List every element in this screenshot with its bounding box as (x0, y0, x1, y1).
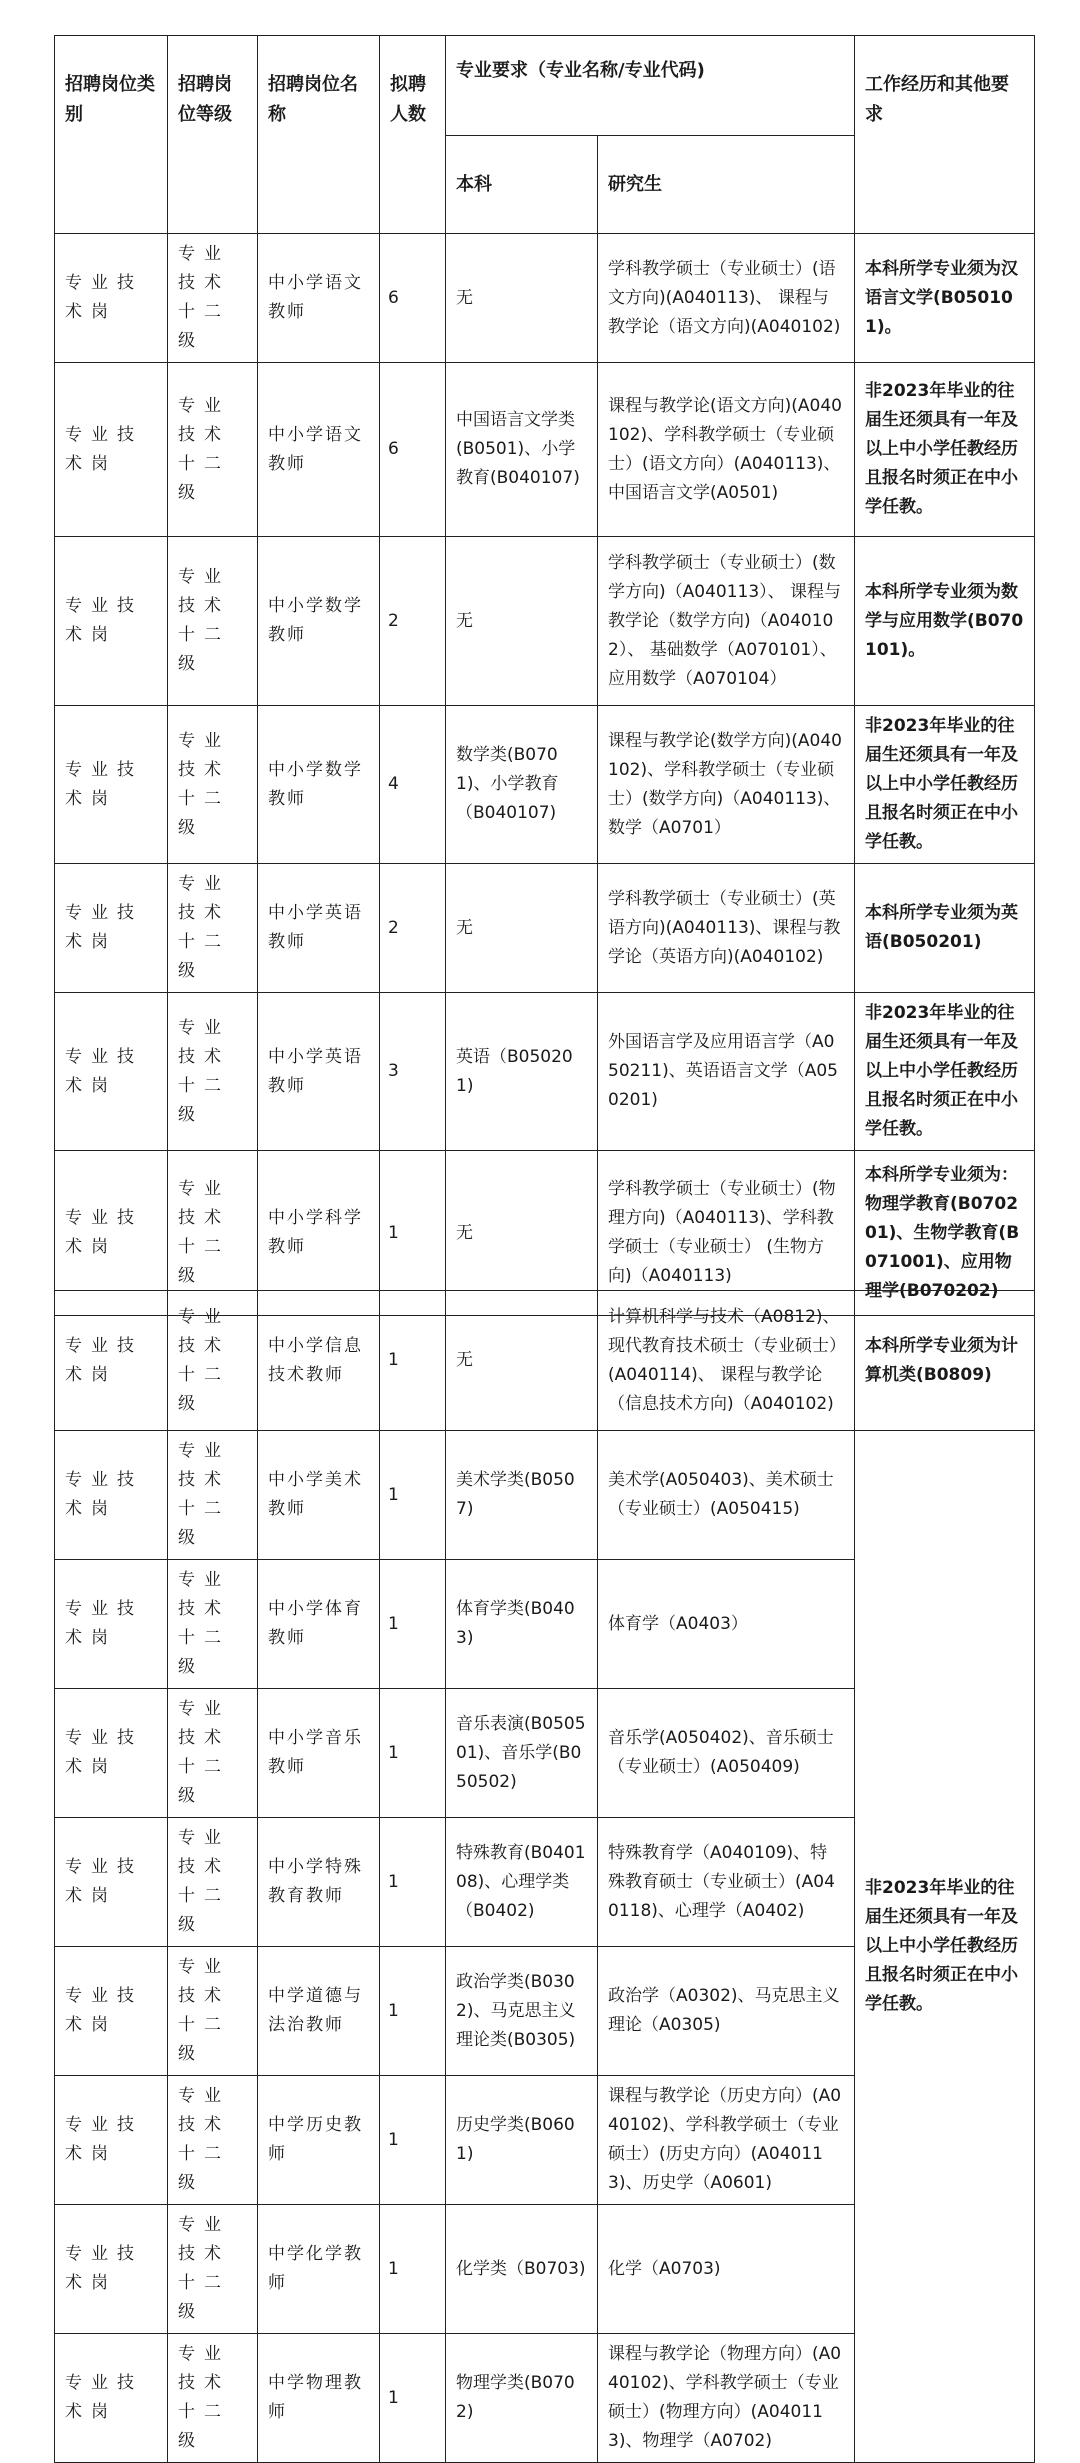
cell-undergrad: 体育学类(B0403) (446, 1560, 598, 1689)
cell-category: 专业技术岗 (55, 1291, 168, 1431)
cell-level: 专业技术十二级 (168, 234, 258, 363)
cell-category: 专业技术岗 (55, 363, 168, 537)
cell-count: 1 (380, 1151, 446, 1316)
table-row (55, 864, 1035, 993)
cell-level: 专业技术十二级 (168, 1818, 258, 1947)
cell-name: 中小学信息技术教师 (258, 1291, 380, 1431)
cell-count: 1 (380, 1560, 446, 1689)
header-name: 招聘岗位名称 (258, 36, 380, 234)
cell-undergrad: 英语（B050201) (446, 993, 598, 1151)
cell-graduate: 学科教学硕士（专业硕士）(数学方向)（A040113）、 课程与教学论（数学方向)（A040102）、 基础数学（A070101）、 应用数学（A070104） (598, 537, 855, 706)
cell-category: 专业技术岗 (55, 1689, 168, 1818)
cell-level: 专业技术十二级 (168, 1947, 258, 2076)
cell-other: 非2023年毕业的往届生还须具有一年及以上中小学任教经历且报名时须正在中小学任教。 (855, 363, 1035, 537)
cell-count: 1 (380, 2334, 446, 2463)
cell-undergrad: 无 (446, 1151, 598, 1316)
table-row (55, 1431, 1035, 1560)
table-row (55, 234, 1035, 363)
cell-undergrad: 无 (446, 1291, 598, 1431)
cell-name: 中学历史教师 (258, 2076, 380, 2205)
cell-graduate: 课程与教学论(数学方向)(A040102)、学科教学硕士（专业硕士）(数学方向)（A040113)、数学（A0701） (598, 706, 855, 864)
cell-level: 专业技术十二级 (168, 363, 258, 537)
cell-level: 专业技术十二级 (168, 2205, 258, 2334)
cell-name: 中小学英语教师 (258, 993, 380, 1151)
cell-undergrad: 政治学类(B0302)、马克思主义理论类(B0305) (446, 1947, 598, 2076)
header-major-requirements: 专业要求（专业名称/专业代码) (446, 36, 855, 136)
header-category: 招聘岗位类别 (55, 36, 168, 234)
cell-graduate: 美术学(A050403)、美术硕士（专业硕士）(A050415) (598, 1431, 855, 1560)
cell-level: 专业技术十二级 (168, 537, 258, 706)
cell-graduate: 音乐学(A050402)、音乐硕士（专业硕士）(A050409) (598, 1689, 855, 1818)
table-row (55, 537, 1035, 706)
cell-category: 专业技术岗 (55, 234, 168, 363)
cell-name: 中小学特殊教育教师 (258, 1818, 380, 1947)
cell-graduate: 学科教学硕士（专业硕士）(物理方向)（A040113)、学科教学硕士（专业硕士） (生物方向)（A040113) (598, 1151, 855, 1316)
cell-undergrad: 美术学类(B0507) (446, 1431, 598, 1560)
cell-count: 1 (380, 1431, 446, 1560)
cell-graduate: 课程与教学论（物理方向）(A040102)、学科教学硕士（专业硕士）(物理方向）(A040113)、物理学（A0702) (598, 2334, 855, 2463)
cell-category: 专业技术岗 (55, 2205, 168, 2334)
cell-category: 专业技术岗 (55, 1151, 168, 1316)
cell-undergrad: 物理学类(B0702) (446, 2334, 598, 2463)
cell-level: 专业技术十二级 (168, 2334, 258, 2463)
cell-undergrad: 无 (446, 234, 598, 363)
cell-level: 专业技术十二级 (168, 993, 258, 1151)
cell-other: 本科所学专业须为汉语言文学(B050101)。 (855, 234, 1035, 363)
cell-graduate: 课程与教学论(语文方向)(A040102)、学科教学硕士（专业硕士）(语文方向）(A040113)、中国语言文学(A0501) (598, 363, 855, 537)
cell-graduate: 学科教学硕士（专业硕士）(语文方向)(A040113)、 课程与教学论（语文方向)(A040102) (598, 234, 855, 363)
cell-name: 中小学数学教师 (258, 706, 380, 864)
header-other-requirements: 工作经历和其他要求 (855, 36, 1035, 234)
cell-other: 非2023年毕业的往届生还须具有一年及以上中小学任教经历且报名时须正在中小学任教。 (855, 993, 1035, 1151)
table-row (55, 993, 1035, 1151)
cell-category: 专业技术岗 (55, 537, 168, 706)
cell-graduate: 政治学（A0302)、马克思主义理论（A0305) (598, 1947, 855, 2076)
cell-name: 中小学美术教师 (258, 1431, 380, 1560)
cell-count: 6 (380, 234, 446, 363)
table-row (55, 363, 1035, 537)
recruitment-table-part-1 (54, 35, 1035, 1316)
cell-count: 1 (380, 1689, 446, 1818)
cell-graduate: 学科教学硕士（专业硕士）(英语方向)(A040113)、课程与教学论（英语方向)(A040102) (598, 864, 855, 993)
cell-name: 中小学英语教师 (258, 864, 380, 993)
cell-count: 1 (380, 1818, 446, 1947)
cell-graduate: 特殊教育学（A040109)、特殊教育硕士（专业硕士）(A040118)、心理学（A0402) (598, 1818, 855, 1947)
header-graduate: 研究生 (598, 136, 855, 234)
cell-name: 中小学数学教师 (258, 537, 380, 706)
cell-name: 中学化学教师 (258, 2205, 380, 2334)
cell-count: 1 (380, 2076, 446, 2205)
cell-count: 1 (380, 1947, 446, 2076)
recruitment-table-part-2 (54, 1290, 1035, 2463)
header-count: 拟聘人数 (380, 36, 446, 234)
cell-category: 专业技术岗 (55, 2076, 168, 2205)
cell-undergrad: 无 (446, 537, 598, 706)
cell-graduate: 体育学（A0403） (598, 1560, 855, 1689)
cell-graduate: 计算机科学与技术（A0812)、现代教育技术硕士（专业硕士）(A040114)、 课程与教学论（信息技术方向)（A040102) (598, 1291, 855, 1431)
header-level: 招聘岗位等级 (168, 36, 258, 234)
cell-level: 专业技术十二级 (168, 1151, 258, 1316)
cell-graduate: 课程与教学论（历史方向）(A040102)、学科教学硕士（专业硕士）(历史方向）(A040113)、历史学（A0601) (598, 2076, 855, 2205)
cell-level: 专业技术十二级 (168, 1560, 258, 1689)
cell-level: 专业技术十二级 (168, 864, 258, 993)
table-row (55, 706, 1035, 864)
cell-count: 2 (380, 864, 446, 993)
cell-name: 中小学科学教师 (258, 1151, 380, 1316)
cell-count: 2 (380, 537, 446, 706)
cell-name: 中小学音乐教师 (258, 1689, 380, 1818)
cell-undergrad: 特殊教育(B040108)、心理学类（B0402) (446, 1818, 598, 1947)
cell-level: 专业技术十二级 (168, 1689, 258, 1818)
cell-category: 专业技术岗 (55, 706, 168, 864)
cell-undergrad: 数学类(B0701)、小学教育（B040107) (446, 706, 598, 864)
cell-category: 专业技术岗 (55, 864, 168, 993)
cell-category: 专业技术岗 (55, 2334, 168, 2463)
cell-category: 专业技术岗 (55, 993, 168, 1151)
cell-graduate: 外国语言学及应用语言学（A050211)、英语语言文学（A050201) (598, 993, 855, 1151)
cell-category: 专业技术岗 (55, 1818, 168, 1947)
cell-category: 专业技术岗 (55, 1560, 168, 1689)
cell-graduate: 化学（A0703) (598, 2205, 855, 2334)
cell-other: 本科所学专业须为数学与应用数学(B070101)。 (855, 537, 1035, 706)
cell-name: 中小学语文教师 (258, 234, 380, 363)
cell-undergrad: 无 (446, 864, 598, 993)
cell-count: 3 (380, 993, 446, 1151)
cell-undergrad: 中国语言文学类(B0501)、小学教育(B040107) (446, 363, 598, 537)
cell-other: 非2023年毕业的往届生还须具有一年及以上中小学任教经历且报名时须正在中小学任教。 (855, 706, 1035, 864)
cell-count: 1 (380, 1291, 446, 1431)
cell-category: 专业技术岗 (55, 1431, 168, 1560)
cell-name: 中小学语文教师 (258, 363, 380, 537)
cell-category: 专业技术岗 (55, 1947, 168, 2076)
cell-level: 专业技术十二级 (168, 706, 258, 864)
cell-other: 本科所学专业须为：物理学教育(B070201)、生物学教育(B071001)、应用物理学(B070202) (855, 1151, 1035, 1316)
header-undergrad: 本科 (446, 136, 598, 234)
cell-other: 本科所学专业须为英语(B050201) (855, 864, 1035, 993)
cell-name: 中学道德与法治教师 (258, 1947, 380, 2076)
table-row (55, 1291, 1035, 1431)
cell-undergrad: 音乐表演(B050501)、音乐学(B050502) (446, 1689, 598, 1818)
cell-other: 本科所学专业须为计算机类(B0809) (855, 1291, 1035, 1431)
cell-count: 1 (380, 2205, 446, 2334)
cell-undergrad: 历史学类(B0601) (446, 2076, 598, 2205)
cell-name: 中小学体育教师 (258, 1560, 380, 1689)
cell-name: 中学物理教师 (258, 2334, 380, 2463)
cell-undergrad: 化学类（B0703) (446, 2205, 598, 2334)
cell-level: 专业技术十二级 (168, 1431, 258, 1560)
cell-count: 4 (380, 706, 446, 864)
cell-level: 专业技术十二级 (168, 2076, 258, 2205)
cell-level: 专业技术十二级 (168, 1291, 258, 1431)
cell-other-merged: 非2023年毕业的往届生还须具有一年及以上中小学任教经历且报名时须正在中小学任教。 (855, 1431, 1035, 2463)
cell-count: 6 (380, 363, 446, 537)
